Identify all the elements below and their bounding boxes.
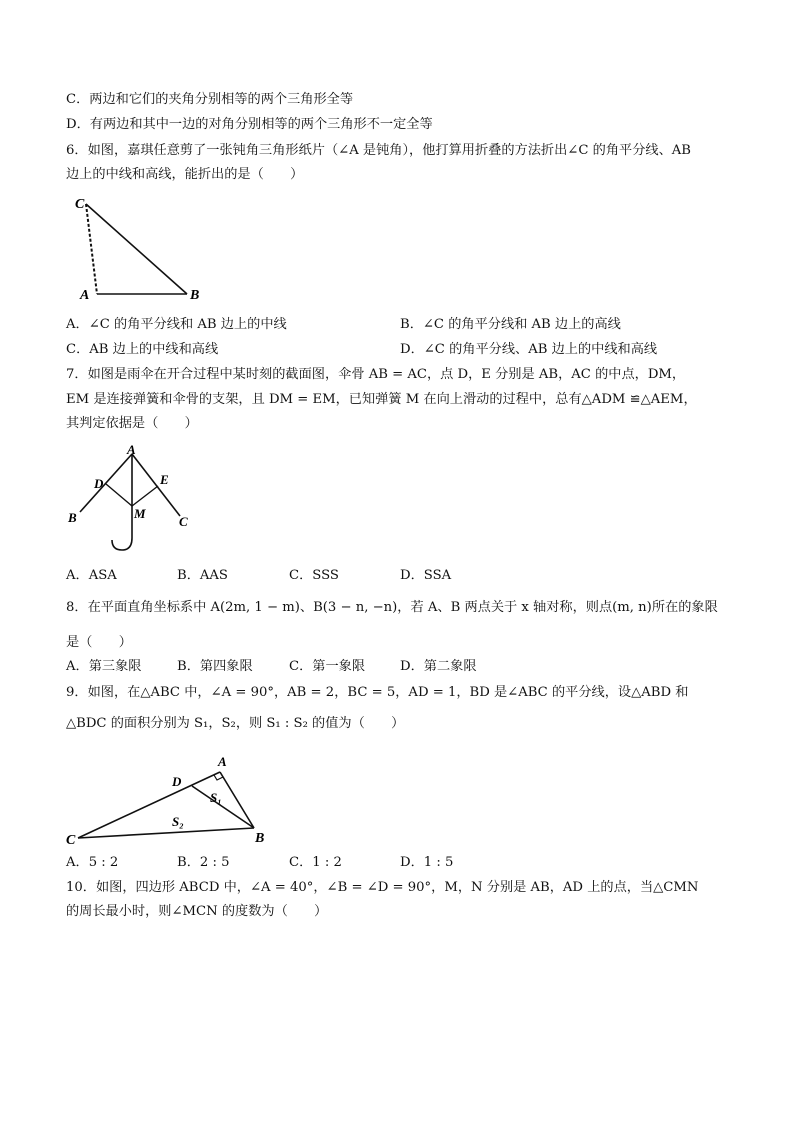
q8-option-d[interactable]: D．第二象限 [400,659,477,674]
q9-label-a: A [218,754,227,769]
q7-option-a[interactable]: A．ASA [66,568,117,583]
q8-option-a[interactable]: A．第三象限 [66,659,142,674]
q6-option-c[interactable]: C．AB 边上的中线和高线 [66,342,219,357]
q6-stem-line1: 6．如图，嘉琪任意剪了一张钝角三角形纸片（∠A 是钝角），他打算用折叠的方法折出∠C 的角平分线、AB [66,143,691,158]
q7-option-b[interactable]: B．AAS [177,568,228,583]
q10-stem-line1: 10．如图，四边形 ABCD 中，∠A = 40°，∠B = ∠D = 90°，M，N 分别是 AB，AD 上的点，当△CMN [66,880,699,895]
q9-label-c: C [66,833,76,848]
q7-handle [112,454,132,550]
prev-option-d: D．有两边和其中一边的对角分别相等的两个三角形不一定全等 [66,117,433,132]
q7-strut-em [132,486,158,506]
q7-umbrella-figure [62,440,202,560]
prev-option-c: C．两边和它们的夹角分别相等的两个三角形全等 [66,92,354,107]
q9-option-c[interactable]: C．1 : 2 [289,855,342,870]
q6-label-b: B [190,288,200,303]
q6-option-a[interactable]: A．∠C 的角平分线和 AB 边上的中线 [66,317,287,332]
q7-stem-line2: EM 是连接弹簧和伞骨的支架，且 DM = EM，已知弹簧 M 在向上滑动的过程中，总有△ADM ≌△AEM， [66,392,697,407]
q9-option-d[interactable]: D．1 : 5 [400,855,454,870]
q6-side-cb [86,204,187,294]
q7-label-a: A [127,442,136,457]
q7-label-m: M [134,506,146,521]
q6-label-c: C [75,197,85,212]
q8-option-c[interactable]: C．第一象限 [289,659,366,674]
q9-label-d: D [172,774,182,789]
q7-option-c[interactable]: C．SSS [289,568,339,583]
q6-triangle-figure [70,190,220,310]
q8-option-b[interactable]: B．第四象限 [177,659,253,674]
q7-rib-ab [80,454,132,512]
q6-side-ca [86,204,97,294]
q6-stem-line2: 边上的中线和高线，能折出的是（ ） [66,167,304,182]
q9-segment-bd [192,786,254,828]
q10-stem-line2: 的周长最小时，则∠MCN 的度数为（ ） [66,904,328,919]
q8-stem-line2: 是（ ） [66,635,132,650]
q9-side-ab [220,772,254,828]
q6-label-a: A [80,288,90,303]
q7-stem-line3: 其判定依据是（ ） [66,416,198,431]
q7-label-b: B [68,510,77,525]
q6-option-d[interactable]: D．∠C 的角平分线、AB 边上的中线和高线 [400,342,658,357]
q6-option-b[interactable]: B．∠C 的角平分线和 AB 边上的高线 [400,317,621,332]
q9-label-s2: S₂ [172,814,184,829]
q7-option-d[interactable]: D．SSA [400,568,452,583]
q9-side-cb [78,828,254,838]
q9-triangle-figure [62,748,282,848]
q8-stem-line1: 8．在平面直角坐标系中 A(2m, 1 − m)、B(3 − n, −n)，若 A、B 两点关于 x 轴对称，则点(m, n)所在的象限 [66,600,718,615]
q7-label-d: D [94,476,104,491]
q9-side-ca [78,772,220,838]
q9-option-a[interactable]: A．5 : 2 [66,855,119,870]
q7-strut-dm [106,484,132,506]
q7-stem-line1: 7．如图是雨伞在开合过程中某时刻的截面图，伞骨 AB = AC，点 D，E 分别是 AB，AC 的中点，DM， [66,367,686,382]
q9-option-b[interactable]: B．2 : 5 [177,855,230,870]
q7-label-e: E [160,472,169,487]
q9-label-b: B [255,831,265,846]
q7-label-c: C [179,514,188,529]
q9-stem-line2: △BDC 的面积分别为 S₁，S₂，则 S₁ : S₂ 的值为（ ） [66,716,405,731]
q9-stem-line1: 9．如图，在△ABC 中，∠A = 90°，AB = 2，BC = 5，AD = 1，BD 是∠ABC 的平分线，设△ABD 和 [66,685,689,700]
q9-label-s1: S₁ [210,790,222,805]
